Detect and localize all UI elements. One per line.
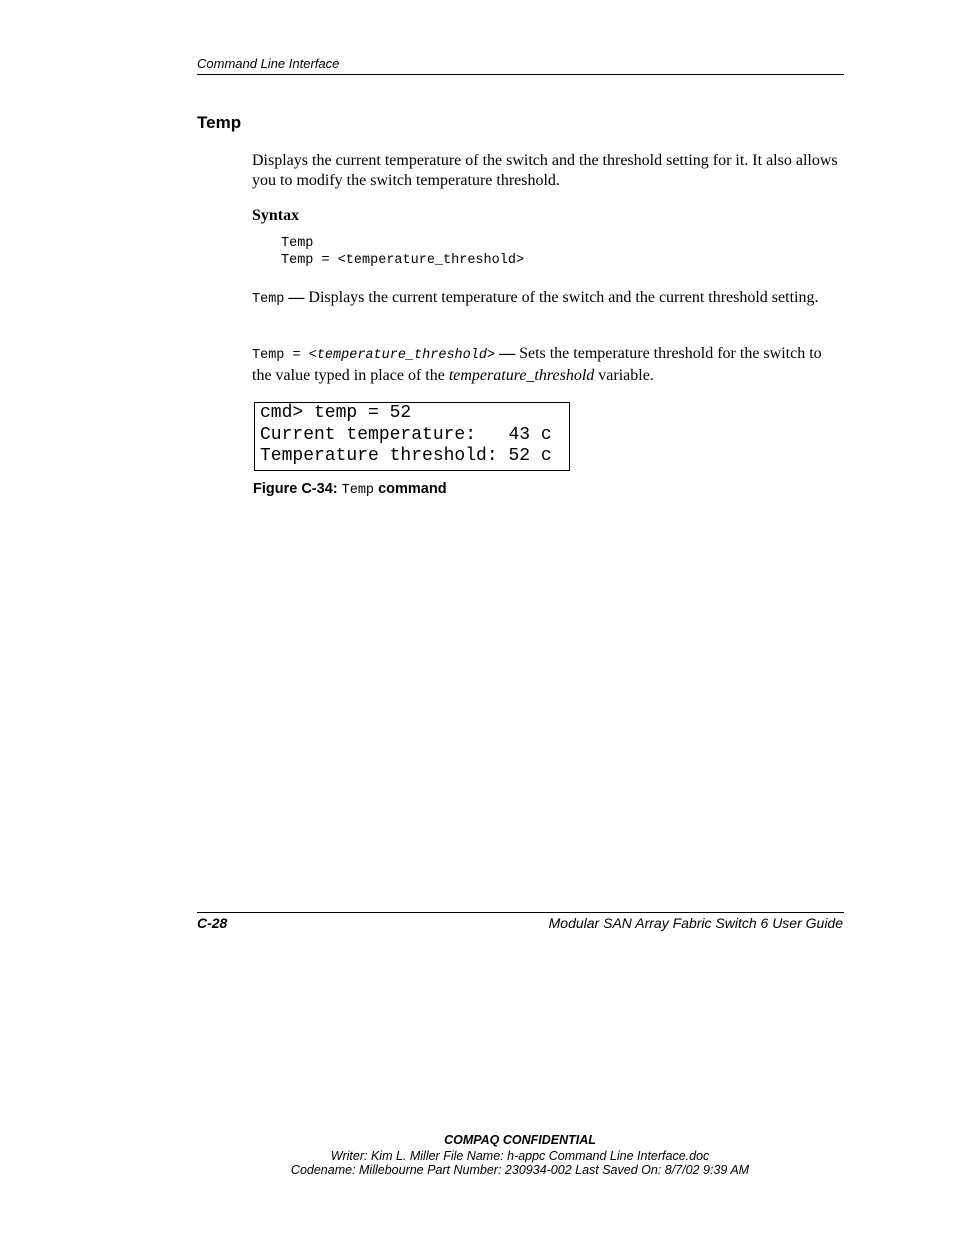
header-rule	[197, 74, 844, 75]
temp-inline-code: Temp	[252, 292, 285, 307]
intro-paragraph: Displays the current temperature of the switch and the threshold setting for it. It also allows you to modify the switch temperature threshold.	[252, 152, 838, 189]
terminal-screen-figure	[254, 402, 570, 471]
page-number: C-28	[197, 915, 228, 931]
footer-doc-title: Modular SAN Array Fabric Switch 6 User Guide	[548, 915, 843, 931]
footer-rule	[197, 912, 844, 913]
figure-caption-label: Figure C-34:	[253, 481, 338, 497]
terminal-line-3: Temperature threshold: 52 c	[260, 446, 552, 466]
em-dash: —	[495, 345, 520, 362]
syntax-line-2: Temp = <temperature_threshold>	[281, 253, 525, 268]
confidential-writer-line: Writer: Kim L. Miller File Name: h-appc Command Line Interface.doc	[330, 1149, 710, 1163]
em-dash: —	[284, 289, 309, 306]
figure-caption-text: command	[378, 481, 447, 497]
syntax-heading: Syntax	[252, 207, 300, 224]
temp-set-inline-code: Temp =	[252, 348, 309, 363]
figure-caption-code: Temp	[341, 483, 375, 498]
temp-description-text: Displays the current temperature of the switch and the current threshold setting.	[308, 289, 819, 306]
temp-set-text-after: variable.	[594, 366, 654, 384]
running-head: Command Line Interface	[197, 56, 340, 71]
syntax-line-1: Temp	[281, 236, 314, 251]
temp-set-description	[252, 344, 844, 385]
terminal-line-1: cmd> temp = 52	[260, 403, 412, 423]
figure-caption	[253, 481, 447, 498]
temp-set-text-before: Sets the temperature threshold for the switch to the value typed in place of the	[252, 345, 822, 384]
threshold-param-inline-code: <temperature_threshold>	[308, 348, 496, 363]
temp-description	[252, 288, 844, 310]
section-title: Temp	[197, 113, 242, 132]
terminal-line-2: Current temperature: 43 c	[260, 424, 552, 445]
threshold-param-italic: temperature_threshold	[448, 366, 595, 384]
confidential-title: COMPAQ CONFIDENTIAL	[444, 1133, 596, 1147]
confidential-codename-line: Codename: Millebourne Part Number: 230934-002 Last Saved On: 8/7/02 9:39 AM	[290, 1163, 750, 1177]
